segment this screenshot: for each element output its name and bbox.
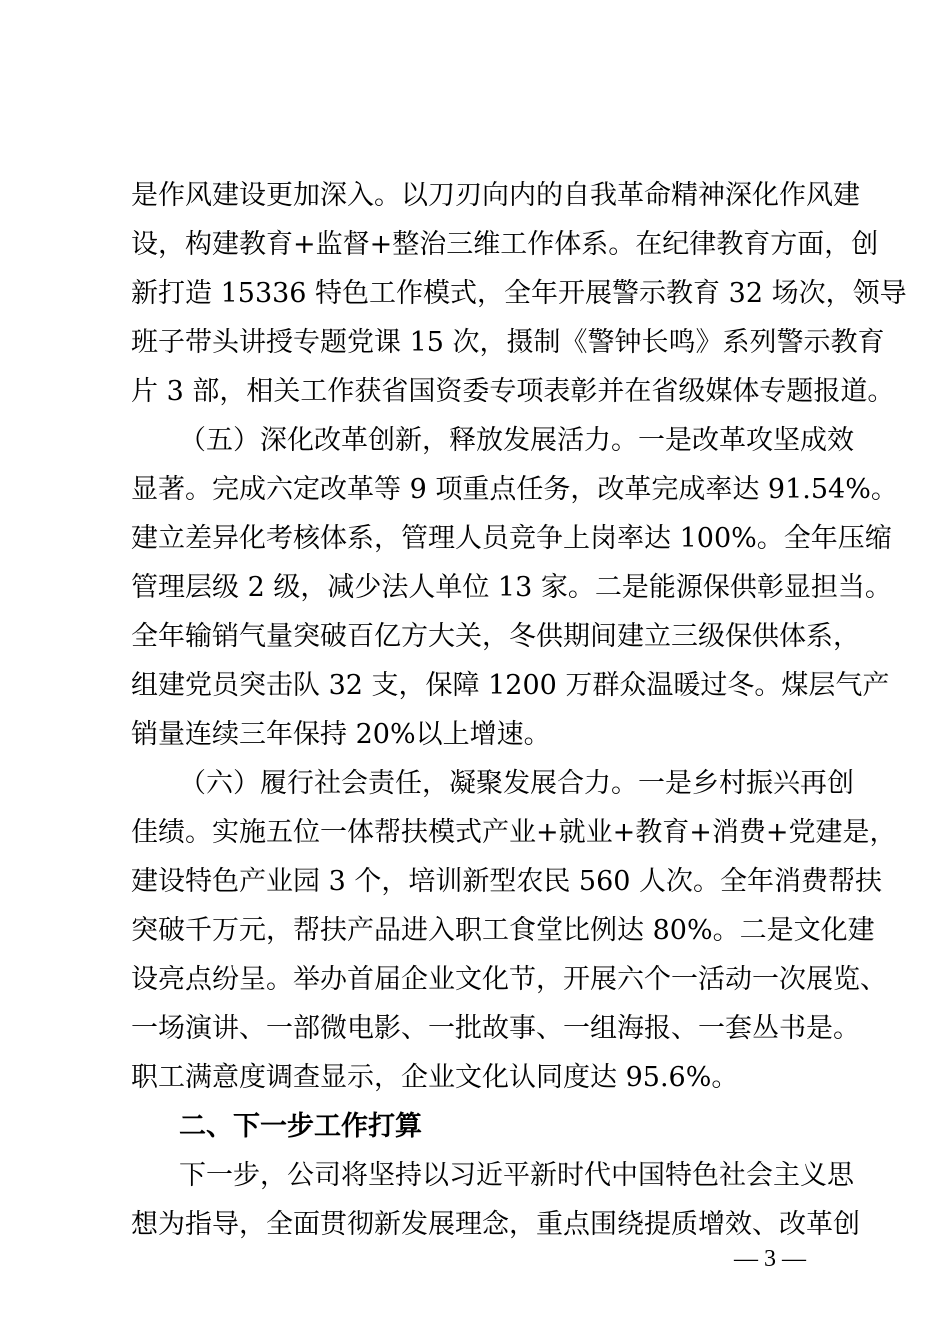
text-line: 佳绩。实施五位一体帮扶模式产业+就业+教育+消费+党建是， [131,817,897,848]
text-line: 片 3 部，相关工作获省国资委专项表彰并在省级媒体专题报道。 [131,376,895,407]
text-line: 显著。完成六定改革等 9 项重点任务，改革完成率达 91.54%。 [131,474,898,505]
text-line: 一场演讲、一部微电影、一批故事、一组海报、一套丛书是。 [131,1013,860,1044]
text-line: 组建党员突击队 32 支，保障 1200 万群众温暖过冬。煤层气产 [131,670,890,701]
text-line: 管理层级 2 级，减少法人单位 13 家。二是能源保供彰显担当。 [131,572,892,603]
text-line: 设亮点纷呈。举办首届企业文化节，开展六个一活动一次展览、 [131,964,887,995]
section-heading: 二、下一步工作打算 [179,1111,422,1142]
text-line: 建设特色产业园 3 个，培训新型农民 560 人次。全年消费帮扶 [131,866,883,897]
text-line: 全年输销气量突破百亿方大关，冬供期间建立三级保供体系， [131,621,860,652]
text-line: 新打造 15336 特色工作模式，全年开展警示教育 32 场次，领导 [131,278,907,309]
page-number: — 3 — [734,1246,806,1272]
text-line: 下一步，公司将坚持以习近平新时代中国特色社会主义思 [179,1160,854,1191]
text-line: 突破千万元，帮扶产品进入职工食堂比例达 80%。二是文化建 [131,915,875,946]
text-line: 销量连续三年保持 20%以上增速。 [131,719,551,750]
text-line: 设，构建教育+监督+整治三维工作体系。在纪律教育方面，创 [131,229,879,260]
text-line: 建立差异化考核体系，管理人员竞争上岗率达 100%。全年压缩 [131,523,892,554]
text-line: 想为指导，全面贯彻新发展理念，重点围绕提质增效、改革创 [131,1209,860,1240]
text-line: 是作风建设更加深入。以刀刃向内的自我革命精神深化作风建 [131,180,860,211]
section-five-heading-line: （五）深化改革创新，释放发展活力。一是改革攻坚成效 [179,425,854,456]
section-six-heading-line: （六）履行社会责任，凝聚发展合力。一是乡村振兴再创 [179,768,854,799]
text-line: 职工满意度调查显示，企业文化认同度达 95.6%。 [131,1062,739,1093]
text-line: 班子带头讲授专题党课 15 次，摄制《警钟长鸣》系列警示教育 [131,327,885,358]
